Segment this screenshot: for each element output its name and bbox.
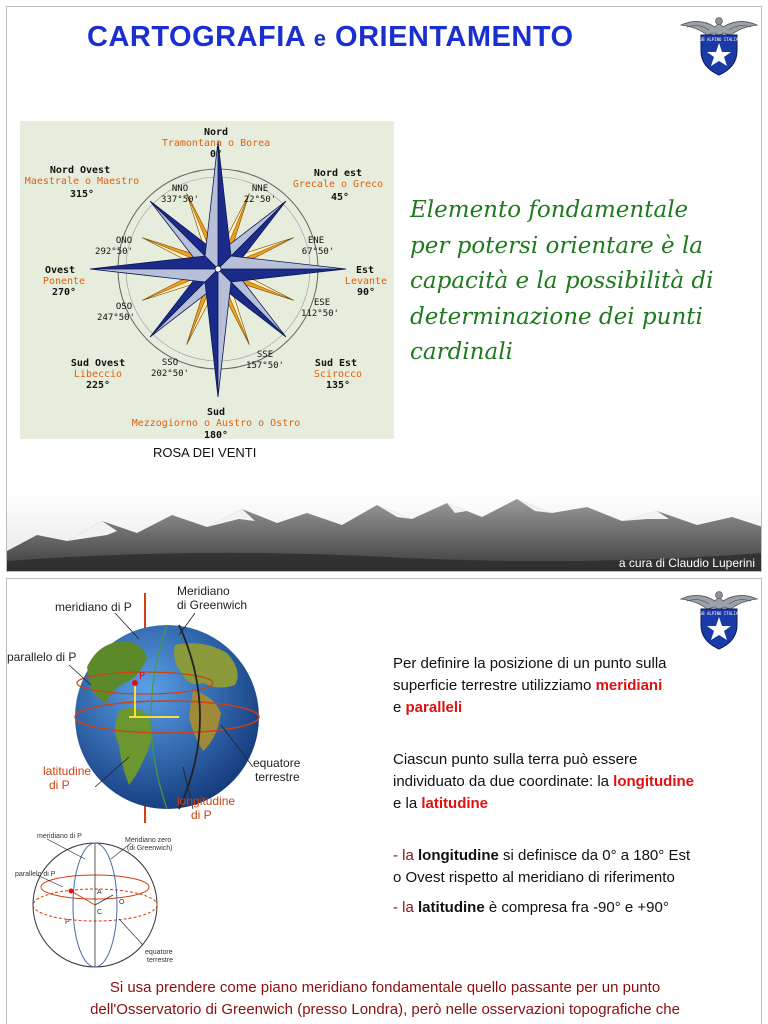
deg-nord: 0° <box>209 149 223 160</box>
wind-ponente: Ponente <box>42 276 86 287</box>
wind-maestrale: Maestrale o Maestro <box>24 176 140 187</box>
label-meridiano-greenwich-1: Meridiano <box>177 584 230 598</box>
deg-sso: 202°50' <box>151 369 189 379</box>
slide-coordinate <box>6 578 762 1024</box>
sphere-label-p: P <box>65 919 70 926</box>
label-sud: Sud <box>206 407 226 418</box>
label-meridiano-p: meridiano di P <box>55 600 132 614</box>
deg-nord-est: 45° <box>330 192 350 203</box>
wind-libeccio: Libeccio <box>73 369 123 380</box>
label-nne: NNE <box>251 184 269 194</box>
label-sud-est: Sud Est <box>314 358 358 369</box>
wind-scirocco: Scirocco <box>313 369 363 380</box>
rose-caption: ROSA DEI VENTI <box>153 445 257 460</box>
compass-rose <box>20 121 394 439</box>
label-ovest: Ovest <box>44 265 76 276</box>
label-sso: SSO <box>161 358 179 368</box>
label-ene: ENE <box>307 236 325 246</box>
paragraph-coordinate: Ciascun punto sulla terra può essere individuato da due coordinate: la longitudine e la latitudine <box>393 751 694 812</box>
sphere-label-meridiano-zero-1: Meridiano zero <box>125 837 172 844</box>
sphere-label-equatore-1: equatore <box>145 949 173 956</box>
label-sse: SSE <box>256 350 274 360</box>
deg-sud: 180° <box>203 430 229 439</box>
orientation-statement: Elemento fondamentale per potersi orientare è la capacità e la possibilità di determinazione dei punti cardinali <box>410 197 714 365</box>
label-nord-ovest: Nord Ovest <box>49 165 111 176</box>
svg-text:CLUB ALPINO ITALIANO: CLUB ALPINO ITALIANO <box>694 37 744 42</box>
deg-nord-ovest: 315° <box>69 189 95 200</box>
label-ese: ESE <box>313 298 331 308</box>
deg-ono: 292°50' <box>95 247 133 257</box>
sphere-label-o: O <box>119 899 125 906</box>
deg-ene: 67°50' <box>301 247 335 257</box>
label-longitudine-1: longitudine <box>177 794 236 808</box>
credit-text: a cura di Claudio Luperini <box>618 556 755 570</box>
wind-mezzogiorno: Mezzogiorno o Austro o Ostro <box>131 418 301 429</box>
label-meridiano-greenwich-2: di Greenwich <box>177 598 248 612</box>
cai-eagle-logo-icon <box>679 11 759 77</box>
slide-title: CARTOGRAFIA e ORIENTAMENTO <box>87 21 574 53</box>
label-latitudine-1: latitudine <box>43 764 92 778</box>
deg-est: 90° <box>356 287 376 298</box>
greenwich-note: Si usa prendere come piano meridiano fondamentale quello passante per un punto dell'Osservatorio di Greenwich (presso Londra), però nelle osservazioni topografiche che <box>90 979 680 1018</box>
sphere-label-equatore-2: terrestre <box>147 957 174 964</box>
wind-grecale: Grecale o Greco <box>292 179 384 190</box>
sphere-label-parallelo-p: parallelo di P <box>15 871 56 878</box>
deg-nno: 337°50' <box>161 195 199 205</box>
sphere-label-c: C <box>97 909 103 916</box>
deg-sud-ovest: 225° <box>85 380 111 391</box>
deg-ese: 112°50' <box>301 309 339 319</box>
wind-levante: Levante <box>344 276 388 287</box>
bullet-longitudine: - la longitudine si definisce da 0° a 180° Est o Ovest rispetto al meridiano di riferimento <box>393 847 691 886</box>
deg-nne: 22°50' <box>243 195 277 205</box>
globe-point-p: P <box>139 671 146 682</box>
label-parallelo-p: parallelo di P <box>7 650 77 664</box>
cai-eagle-logo-icon <box>679 585 759 651</box>
deg-oso: 247°50' <box>97 313 135 323</box>
paragraph-meridiani-paralleli: Per definire la posizione di un punto sulla superficie terrestre utilizziamo meridiani e paralleli <box>393 655 667 716</box>
deg-sse: 157°50' <box>246 361 284 371</box>
deg-sud-est: 135° <box>325 380 351 391</box>
label-equatore-2: terrestre <box>255 770 300 784</box>
label-oso: OSO <box>115 302 133 312</box>
label-ono: ONO <box>115 236 133 246</box>
bullet-latitudine: - la latitudine è compresa fra -90° e +90° <box>393 899 669 916</box>
label-latitudine-2: di P <box>49 778 70 792</box>
sphere-label-a: A <box>97 889 102 896</box>
label-nno: NNO <box>171 184 189 194</box>
sphere-label-meridiano-zero-2: (di Greenwich) <box>127 845 173 852</box>
rosa-dei-venti-diagram <box>20 121 394 439</box>
label-nord: Nord <box>203 127 229 138</box>
label-nord-est: Nord est <box>313 168 363 179</box>
label-sud-ovest: Sud Ovest <box>70 358 126 369</box>
wind-tramontana: Tramontana o Borea <box>161 138 271 149</box>
slide-cartografia <box>6 6 762 572</box>
sphere-label-meridiano-p: meridiano di P <box>37 833 82 840</box>
label-longitudine-2: di P <box>191 808 212 822</box>
label-equatore-1: equatore <box>253 756 301 770</box>
deg-ovest: 270° <box>51 287 77 298</box>
label-est: Est <box>355 265 375 276</box>
svg-text:CLUB ALPINO ITALIANO: CLUB ALPINO ITALIANO <box>694 611 744 616</box>
